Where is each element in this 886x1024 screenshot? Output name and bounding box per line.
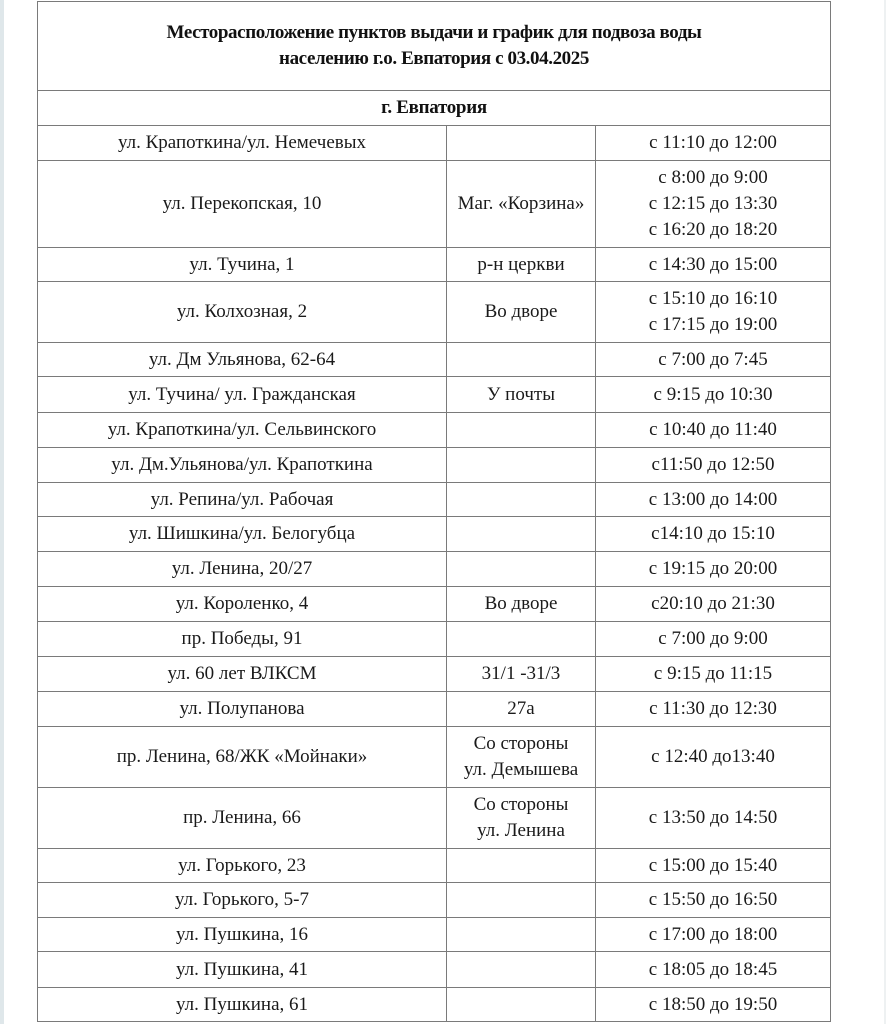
location-note-cell — [447, 952, 596, 988]
address-cell: ул. Горького, 5-7 — [38, 883, 447, 918]
table-row — [38, 988, 831, 1022]
schedule-time-cell — [596, 587, 831, 622]
table-row — [38, 849, 831, 883]
table-row — [38, 918, 831, 952]
title-line-2: населению г.о. Евпатория с 03.04.2025 — [279, 48, 589, 69]
table-row — [38, 883, 831, 918]
time-slot: с 15:50 до 16:50 — [648, 889, 778, 910]
address-cell: пр. Ленина, 68/ЖК «Мойнаки» — [38, 727, 447, 788]
location-note: ул. Ленина — [477, 820, 565, 841]
time-slot: с 11:30 до 12:30 — [649, 698, 777, 719]
time-slot: с 12:40 до13:40 — [651, 746, 775, 767]
time-slot: с20:10 до 21:30 — [651, 593, 775, 614]
location-note-cell — [447, 587, 596, 622]
schedule-time-cell — [596, 988, 831, 1022]
time-slot: с 14:30 до 15:00 — [648, 253, 778, 275]
address-cell: ул. Репина/ул. Рабочая — [38, 483, 447, 517]
location-note-cell — [447, 343, 596, 377]
location-note-cell — [447, 483, 596, 517]
location-note: 27а — [507, 698, 535, 719]
time-slot: с 15:10 до 16:10 — [648, 288, 778, 309]
address-cell: ул. Пушкина, 16 — [38, 918, 447, 952]
time-slot: с 9:15 до 11:15 — [653, 663, 773, 684]
document-title — [38, 2, 831, 91]
location-note-cell — [447, 413, 596, 448]
location-note-cell — [447, 552, 596, 587]
location-note: Со стороны — [473, 733, 569, 754]
time-slot: с 13:00 до 14:00 — [648, 488, 778, 510]
table-row — [38, 692, 831, 727]
time-slot: с 10:40 до 11:40 — [649, 419, 777, 440]
address-cell: ул. Колхозная, 2 — [38, 282, 447, 343]
schedule-time-cell — [596, 413, 831, 448]
title-row — [38, 2, 831, 91]
schedule-time-cell — [596, 918, 831, 952]
address-cell: ул. Пушкина, 41 — [38, 952, 447, 988]
address-cell: ул. Шишкина/ул. Белогубца — [38, 517, 447, 552]
schedule-time-cell — [596, 377, 831, 413]
address-cell: ул. Короленко, 4 — [38, 587, 447, 622]
location-note: У почты — [486, 383, 555, 405]
time-slot: с 19:15 до 20:00 — [648, 558, 778, 579]
location-note-cell — [447, 849, 596, 883]
address-cell: ул. Пушкина, 61 — [38, 988, 447, 1022]
water-schedule-table — [37, 1, 831, 1022]
table-row — [38, 282, 831, 343]
location-note-cell — [447, 883, 596, 918]
location-note-cell — [447, 126, 596, 161]
time-slot: с 17:00 до 18:00 — [648, 923, 778, 945]
location-note-cell — [447, 657, 596, 692]
table-row — [38, 552, 831, 587]
address-cell: ул. Перекопская, 10 — [38, 161, 447, 248]
address-cell: пр. Победы, 91 — [38, 622, 447, 657]
schedule-time-cell — [596, 552, 831, 587]
time-slot: с14:10 до 15:10 — [651, 523, 775, 544]
schedule-time-cell — [596, 883, 831, 918]
time-slot: с 8:00 до 9:00 — [658, 167, 768, 188]
schedule-time-cell — [596, 849, 831, 883]
address-cell: ул. Крапоткина/ул. Сельвинского — [38, 413, 447, 448]
location-note: Маг. «Корзина» — [457, 193, 585, 214]
time-slot: с 7:00 до 7:45 — [658, 348, 768, 370]
location-note: 31/1 -31/3 — [481, 663, 561, 684]
title-line-1: Месторасположение пунктов выдачи и график для подвоза воды — [166, 22, 702, 43]
schedule-time-cell — [596, 517, 831, 552]
table-row — [38, 248, 831, 282]
table-row — [38, 126, 831, 161]
time-slot: с 16:20 до 18:20 — [648, 219, 778, 240]
schedule-time-cell — [596, 952, 831, 988]
location-note-cell — [447, 692, 596, 727]
location-note: Со стороны — [473, 794, 569, 815]
city-row — [38, 91, 831, 126]
table-row — [38, 788, 831, 849]
schedule-time-cell — [596, 248, 831, 282]
location-note-cell — [447, 622, 596, 657]
table-row — [38, 517, 831, 552]
schedule-time-cell — [596, 692, 831, 727]
schedule-time-cell — [596, 483, 831, 517]
schedule-time-cell — [596, 622, 831, 657]
time-slot: с 13:50 до 14:50 — [648, 807, 778, 828]
table-row — [38, 622, 831, 657]
location-note-cell — [447, 377, 596, 413]
time-slot: с 7:00 до 9:00 — [658, 628, 768, 649]
schedule-time-cell — [596, 657, 831, 692]
schedule-time-cell — [596, 282, 831, 343]
time-slot: с 12:15 до 13:30 — [648, 193, 778, 214]
table-row — [38, 377, 831, 413]
time-slot: с 11:10 до 12:00 — [649, 132, 777, 153]
schedule-time-cell — [596, 126, 831, 161]
location-note: Во дворе — [484, 301, 558, 322]
address-cell: ул. 60 лет ВЛКСМ — [38, 657, 447, 692]
location-note-cell — [447, 727, 596, 788]
address-cell: ул. Полупанова — [38, 692, 447, 727]
time-slot: с 17:15 до 19:00 — [648, 314, 778, 335]
schedule-time-cell — [596, 788, 831, 849]
time-slot: с 18:05 до 18:45 — [648, 958, 778, 980]
schedule-time-cell — [596, 727, 831, 788]
address-cell: ул. Тучина, 1 — [38, 248, 447, 282]
table-row — [38, 657, 831, 692]
time-slot: с 9:15 до 10:30 — [653, 383, 773, 405]
address-cell: ул. Крапоткина/ул. Немечевых — [38, 126, 447, 161]
city-heading: г. Евпатория — [38, 91, 831, 126]
table-row — [38, 952, 831, 988]
location-note-cell — [447, 517, 596, 552]
address-cell: ул. Дм.Ульянова/ул. Крапоткина — [38, 448, 447, 483]
table-row — [38, 343, 831, 377]
schedule-time-cell — [596, 448, 831, 483]
time-slot: с 18:50 до 19:50 — [648, 993, 778, 1015]
location-note-cell — [447, 161, 596, 248]
address-cell: пр. Ленина, 66 — [38, 788, 447, 849]
table-row — [38, 483, 831, 517]
schedule-time-cell — [596, 343, 831, 377]
page-edge — [0, 0, 4, 1024]
time-slot: с11:50 до 12:50 — [651, 454, 775, 475]
table-row — [38, 727, 831, 788]
address-cell: ул. Дм Ульянова, 62-64 — [38, 343, 447, 377]
time-slot: с 15:00 до 15:40 — [648, 854, 778, 876]
address-cell: ул. Горького, 23 — [38, 849, 447, 883]
location-note: р-н церкви — [477, 253, 565, 275]
location-note-cell — [447, 918, 596, 952]
address-cell: ул. Тучина/ ул. Гражданская — [38, 377, 447, 413]
schedule-time-cell — [596, 161, 831, 248]
location-note-cell — [447, 788, 596, 849]
location-note-cell — [447, 988, 596, 1022]
location-note-cell — [447, 248, 596, 282]
location-note-cell — [447, 448, 596, 483]
location-note-cell — [447, 282, 596, 343]
table-row — [38, 161, 831, 248]
location-note: Во дворе — [484, 593, 558, 614]
table-row — [38, 448, 831, 483]
table-row — [38, 587, 831, 622]
location-note: ул. Демышева — [463, 759, 579, 780]
address-cell: ул. Ленина, 20/27 — [38, 552, 447, 587]
table-row — [38, 413, 831, 448]
